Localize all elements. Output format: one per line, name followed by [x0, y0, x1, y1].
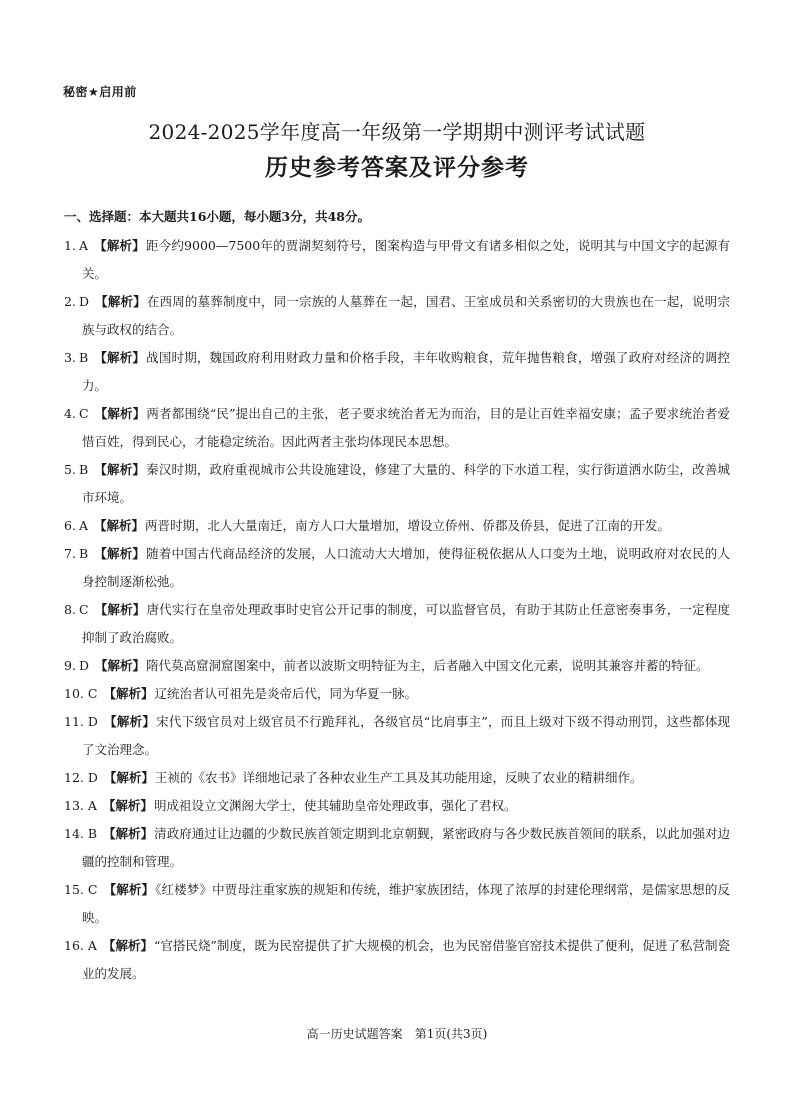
answer-item-5: 5. B 【解析】秦汉时期，政府重视城市公共设施建设，修建了大量的、科学的下水道工程，实行街道洒水防尘，改善城市环境。 — [64, 462, 730, 505]
answer-item-11: 11. D 【解析】宋代下级官员对上级官员不行跪拜礼，各级官员“比肩事主”，而且上级对下级不得动刑罚，这些都体现了文治理念。 — [64, 714, 730, 757]
answer-item-8: 8. C 【解析】唐代实行在皇帝处理政事时史官公开记事的制度，可以监督官员，有助于其防止任意密奏事务，一定程度抑制了政治腐败。 — [64, 602, 730, 645]
document-subtitle: 历史参考答案及评分参考 — [265, 154, 529, 181]
footer-page-number: 第1页(共3页) — [414, 1027, 488, 1041]
answer-item-2: 2. D 【解析】在西周的墓葬制度中，同一宗族的人墓葬在一起，国君、王室成员和关系密切的大贵族也在一起，说明宗族与政权的结合。 — [64, 294, 730, 337]
answer-item-13: 13. A 【解析】明成祖设立文渊阁大学士，使其辅助皇帝处理政事，强化了君权。 — [64, 798, 517, 813]
answer-list — [64, 232, 730, 988]
answer-item-6: 6. A 【解析】两晋时期，北人大量南迁，南方人口大量增加，增设立侨州、侨郡及侨县，促进了江南的开发。 — [64, 518, 670, 533]
answer-item-14: 14. B 【解析】清政府通过让边疆的少数民族首领定期到北京朝觐，紧密政府与各少数民族首领间的联系，以此加强对边疆的控制和管理。 — [64, 826, 730, 869]
answer-item-7: 7. B 【解析】随着中国古代商品经济的发展，人口流动大大增加，使得征税依据从人口变为土地，说明政府对农民的人身控制逐渐松弛。 — [64, 546, 730, 589]
answer-item-1: 1. A 【解析】距今约9000—7500年的贾湖契刻符号，图案构造与甲骨文有诸多相似之处，说明其与中国文字的起源有关。 — [64, 238, 730, 281]
answer-item-3: 3. B 【解析】战国时期，魏国政府利用财政力量和价格手段，丰年收购粮食，荒年抛售粮食，增强了政府对经济的调控力。 — [64, 350, 730, 393]
answer-item-9: 9. D 【解析】隋代莫高窟洞窟图案中，前者以波斯文明特征为主，后者融入中国文化元素，说明其兼容并蓄的特征。 — [64, 658, 709, 673]
confidential-label: 秘密★启用前 — [63, 85, 137, 99]
footer-doc-name: 高一历史试题答案 — [306, 1027, 403, 1041]
exam-title: 2024-2025学年度高一年级第一学期期中测评考试试题 — [148, 120, 646, 144]
page-footer — [0, 1025, 794, 1042]
answer-item-15: 15. C 【解析】《红楼梦》中贾母注重家族的规矩和传统，维护家族团结，体现了浓厚的封建伦理纲常，是儒家思想的反映。 — [64, 882, 730, 925]
answer-item-4: 4. C 【解析】两者都围绕“民”提出自己的主张，老子要求统治者无为而治，目的是让百姓幸福安康；孟子要求统治者爱惜百姓，得到民心，才能稳定统治。因此两者主张均体现民本思想。 — [64, 406, 730, 449]
section-heading: 一、选择题：本大题共16小题，每小题3分，共48分。 — [64, 209, 370, 224]
answer-item-16: 16. A 【解析】“官搭民烧”制度，既为民窑提供了扩大规模的机会，也为民窑借鉴官窑技术提供了便利，促进了私营制瓷业的发展。 — [64, 938, 730, 981]
answer-item-10: 10. C 【解析】辽统治者认可祖先是炎帝后代，同为华夏一脉。 — [64, 686, 417, 701]
answer-item-12: 12. D 【解析】王祯的《农书》详细地记录了各种农业生产工具及其功能用途，反映了农业的精耕细作。 — [64, 770, 643, 785]
